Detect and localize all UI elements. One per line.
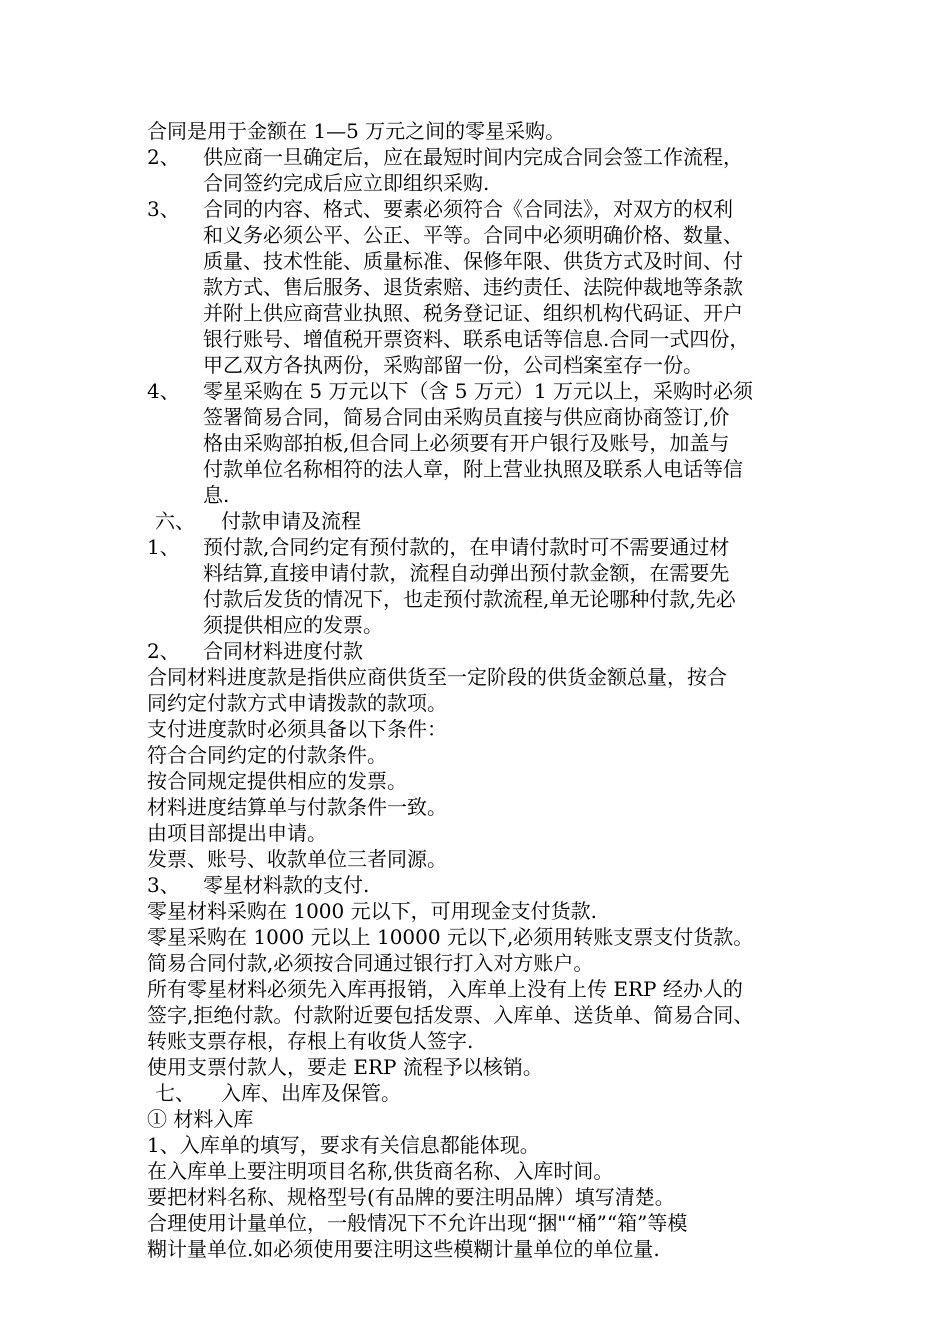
paragraph-line: 付款单位名称相符的法人章，附上营业执照及联系人电话等信	[203, 457, 743, 481]
paragraph-line: 零星采购在 1000 元以上 10000 元以下,必须用转账支票支付货款。	[147, 925, 754, 949]
paragraph-line: 格由采购部拍板,但合同上必须要有开户银行及账号，加盖与	[203, 431, 730, 455]
paragraph-line: 使用支票付款人，要走 ERP 流程予以核销。	[147, 1055, 543, 1079]
paragraph-line: 息.	[203, 483, 230, 507]
paragraph-line: 转账支票存根，存根上有收货人签字.	[147, 1029, 474, 1053]
list-number: 1、	[147, 535, 180, 559]
paragraph-line: 在入库单上要注明项目名称,供货商名称、入库时间。	[147, 1159, 614, 1183]
paragraph-line: 款方式、售后服务、退货索赔、违约责任、法院仲裁地等条款	[203, 275, 743, 299]
paragraph-line: 合同签约完成后应立即组织采购.	[203, 171, 490, 195]
paragraph-line: 和义务必须公平、公正、平等。合同中必须明确价格、数量、	[203, 223, 743, 247]
list-item-text	[203, 872, 827, 898]
list-number: 3、	[147, 197, 180, 221]
paragraph-line: 合同是用于金额在 1—5 万元之间的零星采购。	[147, 119, 566, 143]
paragraph-line: 要把材料名称、规格型号(有品牌的要注明品牌）填写清楚。	[147, 1185, 675, 1209]
paragraph-line: 银行账号、增值税开票资料、联系电话等信息.合同一式四份，	[203, 327, 750, 351]
document-page	[147, 118, 827, 1262]
list-item-text	[203, 638, 827, 664]
paragraph-line: 供应商一旦确定后，应在最短时间内完成合同会签工作流程，	[203, 145, 743, 169]
list-item-1	[147, 534, 827, 638]
paragraph-line: 合理使用计量单位，一般情况下不允许出现“捆"“桶”“箱”等模	[147, 1211, 688, 1235]
list-item-2	[147, 144, 827, 196]
list-item-2b	[147, 638, 827, 664]
paragraph-line: 按合同规定提供相应的发票。	[147, 769, 407, 793]
paragraph-line: 料结算,直接申请付款，流程自动弹出预付款金额，在需要先	[203, 561, 730, 585]
paragraph-line: 所有零星材料必须先入库再报销，入库单上没有上传 ERP 经办人的	[147, 977, 743, 1001]
paragraph-line: 签署简易合同，简易合同由采购员直接与供应商协商签订,价	[203, 405, 730, 429]
list-number: 2、	[147, 145, 180, 169]
paragraph-line: 合同材料进度付款	[203, 639, 363, 663]
paragraph-line: 付款后发货的情况下，也走预付款流程,单无论哪种付款,先必	[203, 587, 736, 611]
paragraph-line: 须提供相应的发票。	[203, 613, 383, 637]
section-number: 七、	[155, 1081, 195, 1105]
paragraph-line: 零星采购在 5 万元以下（含 5 万元）1 万元以上，采购时必须	[203, 379, 753, 403]
paragraph-line: 简易合同付款,必须按合同通过银行打入对方账户。	[147, 951, 594, 975]
list-number: 4、	[147, 379, 180, 403]
section-heading-7	[147, 1080, 827, 1106]
paragraph-line: 1、入库单的填写，要求有关信息都能体现。	[147, 1133, 540, 1157]
list-item-3	[147, 196, 827, 378]
paragraph-line: 符合合同约定的付款条件。	[147, 743, 387, 767]
list-item-text	[203, 144, 827, 196]
paragraph-line: 糊计量单位.如必须使用要注明这些模糊计量单位的单位量.	[147, 1237, 660, 1261]
section-number: 六、	[155, 509, 195, 533]
paragraph-line: 零星材料采购在 1000 元以下，可用现金支付货款.	[147, 899, 597, 923]
paragraph-line: 甲乙双方各执两份，采购部留一份，公司档案室存一份。	[203, 353, 703, 377]
list-item-text	[203, 534, 827, 638]
paragraph-line: 零星材料款的支付.	[203, 873, 370, 897]
paragraph-line: 签字,拒绝付款。付款附近要包括发票、入库单、送货单、简易合同、	[147, 1003, 754, 1027]
list-item-text	[203, 196, 827, 378]
section-title: 付款申请及流程	[221, 509, 361, 533]
paragraph-line: 并附上供应商营业执照、税务登记证、组织机构代码证、开户	[203, 301, 743, 325]
paragraph-line: 合同的内容、格式、要素必须符合《合同法》，对双方的权利	[203, 197, 733, 221]
list-item-3b	[147, 872, 827, 898]
list-item-4	[147, 378, 827, 508]
section-title: 入库、出库及保管。	[221, 1081, 401, 1105]
paragraph-line: 支付进度款时必须具备以下条件：	[147, 717, 447, 741]
paragraph-line: 质量、技术性能、质量标准、保修年限、供货方式及时间、付	[203, 249, 743, 273]
list-item-text	[203, 378, 827, 508]
paragraph-line: 同约定付款方式申请拨款的款项。	[147, 691, 447, 715]
list-number: 2、	[147, 639, 180, 663]
paragraph-line: 材料进度结算单与付款条件一致。	[147, 795, 447, 819]
paragraph-line: 预付款,合同约定有预付款的，在申请付款时可不需要通过材	[203, 535, 730, 559]
paragraph-line: ① 材料入库	[147, 1107, 254, 1131]
paragraph-line: 发票、账号、收款单位三者同源。	[147, 847, 447, 871]
section-heading-6	[147, 508, 827, 534]
paragraph-line: 合同材料进度款是指供应商供货至一定阶段的供货金额总量，按合	[147, 665, 727, 689]
list-number: 3、	[147, 873, 180, 897]
paragraph-line: 由项目部提出申请。	[147, 821, 327, 845]
